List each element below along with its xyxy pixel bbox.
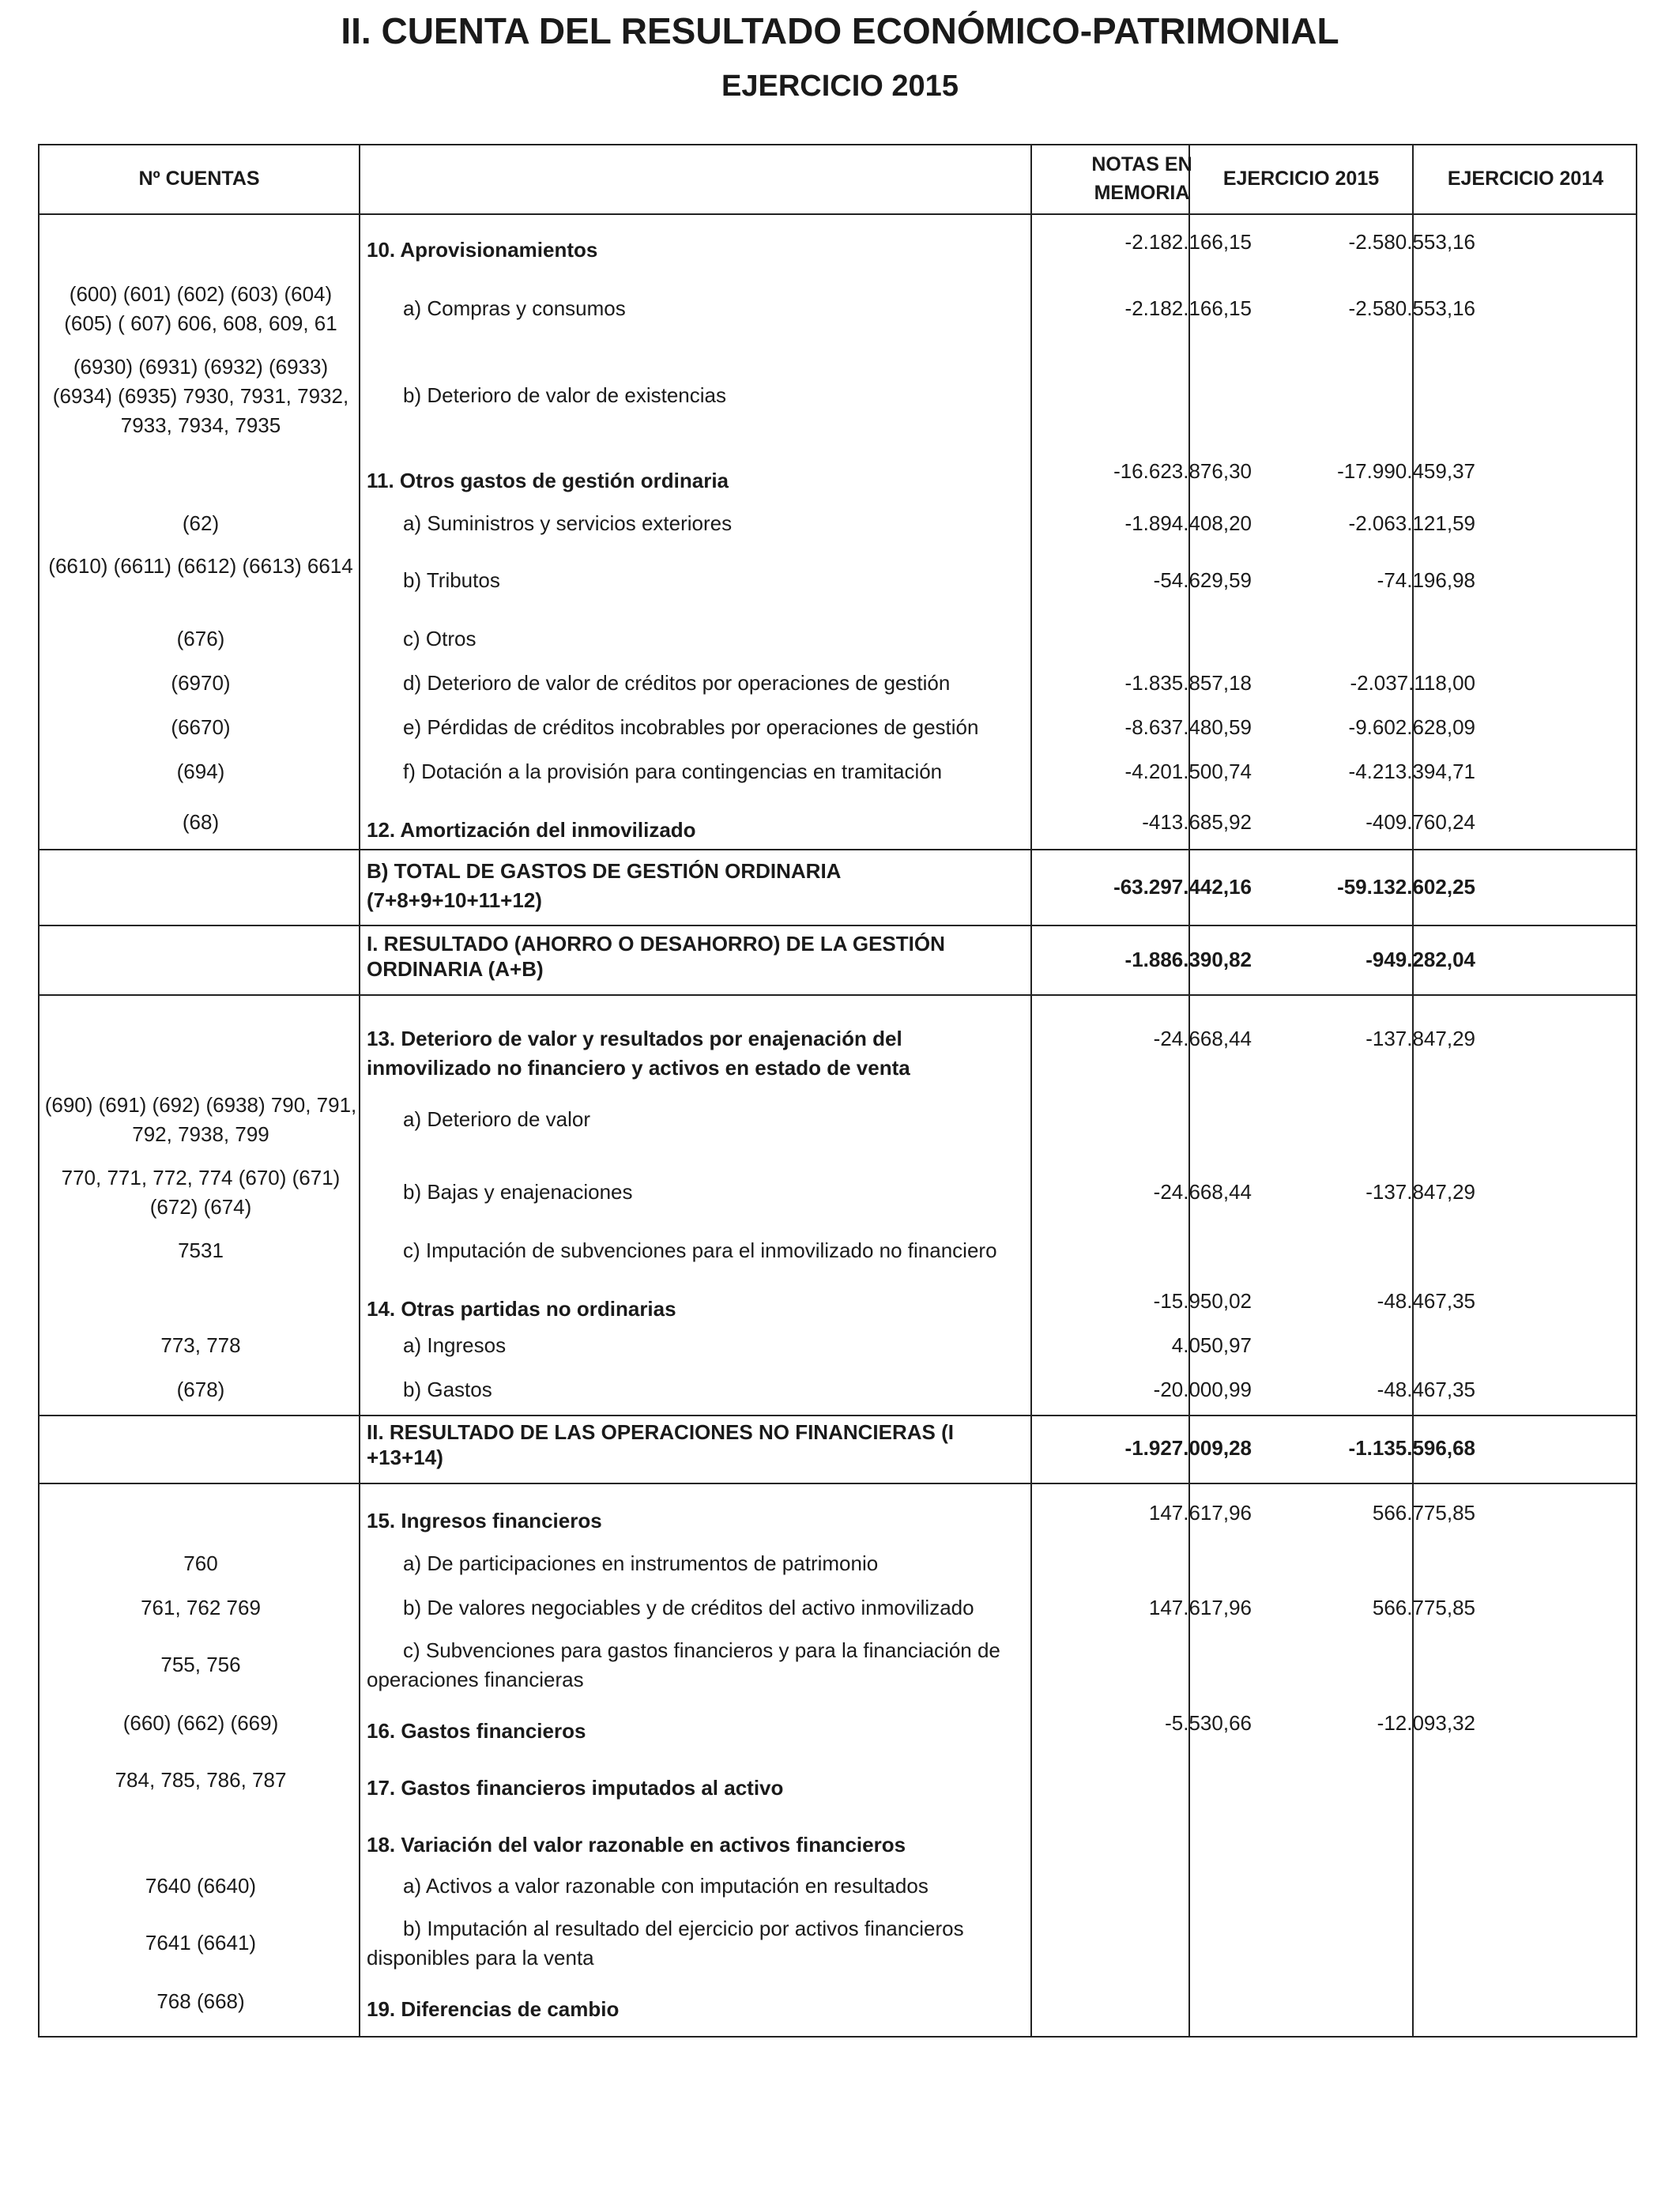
row-accounts: (694) [176, 760, 225, 783]
row-accounts: 784, 785, 786, 787 [115, 1768, 287, 1792]
row-value-2014: -9.602.628,09 [1348, 715, 1475, 739]
row-divider [40, 1483, 1636, 1484]
row-value-2014: -137.847,29 [1365, 1180, 1475, 1204]
row-concept: 12. Amortización del inmovilizado [367, 818, 696, 842]
row-accounts: (6970) [171, 671, 231, 695]
total-row-value-2015: -1.886.390,82 [1124, 948, 1252, 971]
total-row-value-2014: -1.135.596,68 [1348, 1436, 1475, 1460]
row-concept: c) Otros [403, 627, 477, 650]
row-concept: a) Compras y consumos [403, 296, 626, 320]
row-accounts: 770, 771, 772, 774 (670) (671) (672) (674) [61, 1166, 341, 1219]
row-concept: 16. Gastos financieros [367, 1719, 586, 1743]
row-accounts: 755, 756 [160, 1653, 241, 1676]
row-concept: a) Deterioro de valor [403, 1107, 590, 1131]
row-accounts: (678) [176, 1378, 225, 1401]
row-accounts: (690) (691) (692) (6938) 790, 791, 792, 7938, 799 [44, 1093, 357, 1146]
row-value-2014: -137.847,29 [1365, 1027, 1475, 1050]
row-accounts: (6670) [171, 715, 231, 739]
results-table [38, 144, 1637, 2038]
total-row-value-2014: -59.132.602,25 [1337, 875, 1475, 899]
row-concept: b) Imputación al resultado del ejercicio por activos financieros disponibles para la venta [367, 1917, 964, 1970]
row-value-2015: 147.617,96 [1148, 1501, 1252, 1525]
row-value-2014: 566.775,85 [1372, 1596, 1475, 1619]
row-value-2015: -54.629,59 [1153, 568, 1252, 592]
row-concept: b) Bajas y enajenaciones [403, 1180, 633, 1204]
row-concept: a) De participaciones en instrumentos de patrimonio [403, 1551, 879, 1575]
row-value-2014: -74.196,98 [1377, 568, 1475, 592]
row-concept: 18. Variación del valor razonable en activos financieros [367, 1833, 906, 1857]
row-value-2015: -2.182.166,15 [1124, 296, 1252, 320]
total-row-value-2014: -949.282,04 [1365, 948, 1475, 971]
row-concept: 19. Diferencias de cambio [367, 1997, 620, 2021]
row-value-2014: -2.063.121,59 [1348, 511, 1475, 535]
row-value-2014: -48.467,35 [1377, 1378, 1475, 1401]
row-concept: f) Dotación a la provisión para contingencias en tramitación [403, 760, 943, 783]
row-divider [40, 213, 1636, 215]
row-concept: a) Activos a valor razonable con imputación en resultados [403, 1874, 929, 1898]
row-value-2015: -413.685,92 [1142, 810, 1252, 834]
page-subtitle: EJERCICIO 2015 [721, 70, 959, 103]
row-concept: b) Gastos [403, 1378, 492, 1401]
total-row-concept: I. RESULTADO (AHORRO O DESAHORRO) DE LA GESTIÓN ORDINARIA (A+B) [367, 932, 945, 981]
row-accounts: 7640 (6640) [145, 1874, 257, 1898]
row-concept: 14. Otras partidas no ordinarias [367, 1297, 676, 1321]
row-value-2014: 566.775,85 [1372, 1501, 1475, 1525]
row-concept: 10. Aprovisionamientos [367, 238, 598, 262]
page-title: II. CUENTA DEL RESULTADO ECONÓMICO-PATRIMONIAL [341, 10, 1339, 51]
total-row-concept: II. RESULTADO DE LAS OPERACIONES NO FINANCIERAS (I +13+14) [367, 1420, 954, 1469]
header-accounts: Nº CUENTAS [138, 168, 260, 190]
row-accounts: (62) [182, 511, 220, 535]
row-concept: 15. Ingresos financieros [367, 1509, 602, 1532]
row-accounts: 761, 762 769 [141, 1596, 261, 1619]
row-accounts: 7641 (6641) [145, 1931, 257, 1955]
column-divider [359, 145, 360, 2036]
row-concept: b) Tributos [403, 568, 500, 592]
row-value-2015: 147.617,96 [1148, 1596, 1252, 1619]
row-value-2014: -2.580.553,16 [1348, 230, 1475, 254]
row-concept: b) Deterioro de valor de existencias [403, 383, 726, 407]
column-divider [1188, 145, 1190, 2036]
row-value-2015: 4.050,97 [1171, 1333, 1252, 1357]
row-accounts: 773, 778 [160, 1333, 241, 1357]
column-divider [1030, 145, 1032, 2036]
row-value-2014: -12.093,32 [1377, 1711, 1475, 1735]
row-divider [40, 1415, 1636, 1416]
row-value-2015: -2.182.166,15 [1124, 230, 1252, 254]
row-concept: c) Subvenciones para gastos financieros y para la financiación de operaciones financieras [367, 1638, 1000, 1691]
row-divider [40, 849, 1636, 850]
row-accounts: 7531 [178, 1238, 224, 1262]
row-value-2015: -15.950,02 [1153, 1289, 1252, 1313]
row-accounts: (600) (601) (602) (603) (604) (605) ( 607) 606, 608, 609, 61 [64, 282, 337, 335]
row-concept: d) Deterioro de valor de créditos por operaciones de gestión [403, 671, 951, 695]
row-concept: c) Imputación de subvenciones para el inmovilizado no financiero [403, 1238, 997, 1262]
header-year-previous: EJERCICIO 2014 [1447, 168, 1604, 190]
row-value-2015: -5.530,66 [1165, 1711, 1252, 1735]
row-accounts: (676) [176, 627, 225, 650]
total-row-value-2015: -63.297.442,16 [1113, 875, 1252, 899]
row-value-2015: -24.668,44 [1153, 1027, 1252, 1050]
header-year-current: EJERCICIO 2015 [1222, 168, 1380, 190]
row-value-2014: -2.580.553,16 [1348, 296, 1475, 320]
row-accounts: 760 [183, 1551, 218, 1575]
row-value-2014: -409.760,24 [1365, 810, 1475, 834]
column-divider [1412, 145, 1414, 2036]
row-accounts: (6930) (6931) (6932) (6933) (6934) (6935) 7930, 7931, 7932, 7933, 7934, 7935 [52, 355, 349, 437]
row-value-2015: -4.201.500,74 [1124, 760, 1252, 783]
row-accounts: (660) (662) (669) [122, 1711, 279, 1735]
row-value-2015: -24.668,44 [1153, 1180, 1252, 1204]
row-value-2015: -20.000,99 [1153, 1378, 1252, 1401]
row-value-2015: -1.894.408,20 [1124, 511, 1252, 535]
row-divider [40, 994, 1636, 996]
row-concept: b) De valores negociables y de créditos del activo inmovilizado [403, 1596, 974, 1619]
row-concept: 11. Otros gastos de gestión ordinaria [367, 469, 729, 492]
row-accounts: (6610) (6611) (6612) (6613) 6614 [48, 554, 353, 578]
row-divider [40, 925, 1636, 926]
row-accounts: (68) [182, 810, 220, 834]
row-value-2014: -17.990.459,37 [1337, 459, 1475, 483]
row-value-2014: -4.213.394,71 [1348, 760, 1475, 783]
row-accounts: 768 (668) [156, 1989, 245, 2013]
total-row-value-2015: -1.927.009,28 [1124, 1436, 1252, 1460]
row-value-2015: -16.623.876,30 [1113, 459, 1252, 483]
row-concept: 13. Deterioro de valor y resultados por enajenación del inmovilizado no financiero y activos en estado de venta [367, 1027, 910, 1080]
row-concept: e) Pérdidas de créditos incobrables por operaciones de gestión [403, 715, 979, 739]
row-concept: 17. Gastos financieros imputados al activo [367, 1776, 784, 1800]
row-value-2014: -48.467,35 [1377, 1289, 1475, 1313]
header-notes: NOTAS EN MEMORIA [1091, 153, 1192, 204]
row-concept: a) Ingresos [403, 1333, 507, 1357]
total-row-concept: B) TOTAL DE GASTOS DE GESTIÓN ORDINARIA (7+8+9+10+11+12) [367, 859, 841, 912]
row-value-2015: -1.835.857,18 [1124, 671, 1252, 695]
row-value-2015: -8.637.480,59 [1124, 715, 1252, 739]
row-concept: a) Suministros y servicios exteriores [403, 511, 733, 535]
row-value-2014: -2.037.118,00 [1350, 671, 1475, 695]
